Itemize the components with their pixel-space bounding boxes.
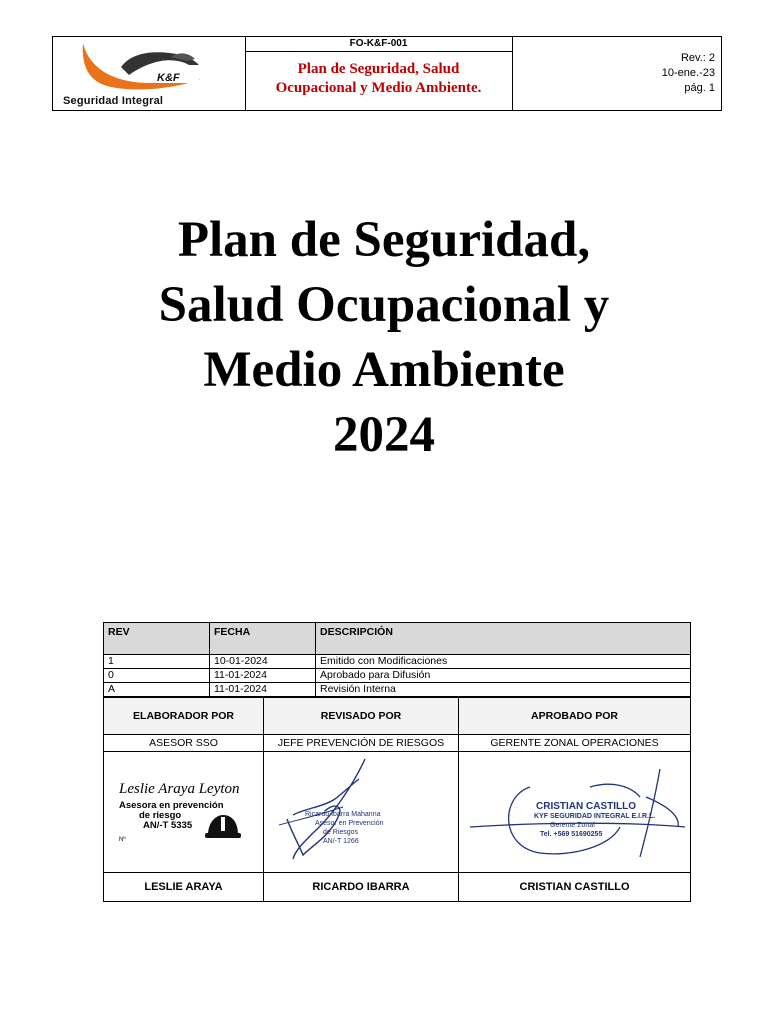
- table-row: [104, 655, 691, 669]
- names-row: [104, 873, 691, 902]
- svg-text:K&F: K&F: [157, 72, 180, 84]
- table-row: [104, 669, 691, 683]
- roles-row: [104, 735, 691, 752]
- description-cell: Aprobado para Difusión: [316, 669, 691, 683]
- approval-header-row: [104, 698, 691, 735]
- header-title-line: Ocupacional y Medio Ambiente.: [275, 80, 482, 96]
- logo-text: Seguridad Integral: [63, 95, 164, 107]
- name-cell: RICARDO IBARRA: [264, 873, 459, 902]
- title-line: Plan de Seguridad,: [177, 212, 591, 268]
- header-title-cell: [245, 37, 513, 110]
- role-cell: JEFE PREVENCIÓN DE RIESGOS: [264, 735, 459, 752]
- page-number: pág. 1: [684, 82, 715, 94]
- page-title: [60, 208, 708, 468]
- date-cell: 11-01-2024: [210, 683, 316, 697]
- signature-aprobador: [459, 752, 691, 873]
- signature-line: de riesgo: [139, 810, 182, 821]
- description-cell: Emitido con Modificaciones: [316, 655, 691, 669]
- title-year: 2024: [333, 407, 435, 463]
- stamp-line: KYF SEGURIDAD INTEGRAL E.I.R.L.: [534, 813, 656, 820]
- stamp-line: Asesor en Prevención: [315, 820, 384, 827]
- revision-date: 10-ene.-23: [661, 67, 715, 79]
- name-cell: LESLIE ARAYA: [104, 873, 264, 902]
- description-cell: Revisión Interna: [316, 683, 691, 697]
- column-header: DESCRIPCIÓN: [316, 623, 691, 655]
- company-logo: [53, 37, 246, 110]
- table-row: [104, 683, 691, 697]
- stamp-line: Tel. +569 51690255: [540, 831, 603, 838]
- signature-line: AN/-T 5335: [143, 820, 193, 831]
- rev-cell: 0: [104, 669, 210, 683]
- document-code: FO-K&F-001: [245, 37, 512, 52]
- column-header: FECHA: [210, 623, 316, 655]
- rev-cell: 1: [104, 655, 210, 669]
- table-header-row: [104, 623, 691, 655]
- column-header: REVISADO POR: [264, 698, 459, 735]
- hard-hat-icon: [205, 813, 241, 839]
- stamp-name: CRISTIAN CASTILLO: [536, 801, 636, 812]
- document-header: [52, 36, 722, 111]
- approval-table: [103, 697, 691, 902]
- revision-number: Rev.: 2: [680, 52, 715, 64]
- date-cell: 11-01-2024: [210, 669, 316, 683]
- column-header: ELABORADOR POR: [104, 698, 264, 735]
- signature-line: Asesora en prevención: [119, 800, 224, 811]
- revision-table: [103, 622, 691, 697]
- stamp-line: Gerente Zonal: [550, 822, 595, 829]
- role-cell: ASESOR SSO: [104, 735, 264, 752]
- date-cell: 10-01-2024: [210, 655, 316, 669]
- signature-row: [104, 752, 691, 873]
- signature-revisor: [264, 752, 459, 873]
- role-cell: GERENTE ZONAL OPERACIONES: [459, 735, 691, 752]
- stamp-line: Ricardo Ibarra Mahanna: [305, 811, 381, 818]
- column-header: REV: [104, 623, 210, 655]
- header-title-line: Plan de Seguridad, Salud: [297, 61, 460, 77]
- stamp-line: AN/-T 1266: [323, 838, 359, 845]
- column-header: APROBADO POR: [459, 698, 691, 735]
- signature-elaborador: [104, 752, 264, 873]
- header-title: [245, 52, 512, 98]
- header-meta: [662, 51, 715, 96]
- rev-cell: A: [104, 683, 210, 697]
- title-line: Salud Ocupacional y: [158, 277, 610, 333]
- signature-line: Nº: [119, 837, 126, 843]
- name-cell: CRISTIAN CASTILLO: [459, 873, 691, 902]
- stamp-line: de Riesgos: [323, 829, 359, 836]
- eagle-logo-icon: [71, 39, 211, 97]
- signature-name: Leslie Araya Leyton: [119, 781, 240, 797]
- title-line: Medio Ambiente: [203, 342, 565, 398]
